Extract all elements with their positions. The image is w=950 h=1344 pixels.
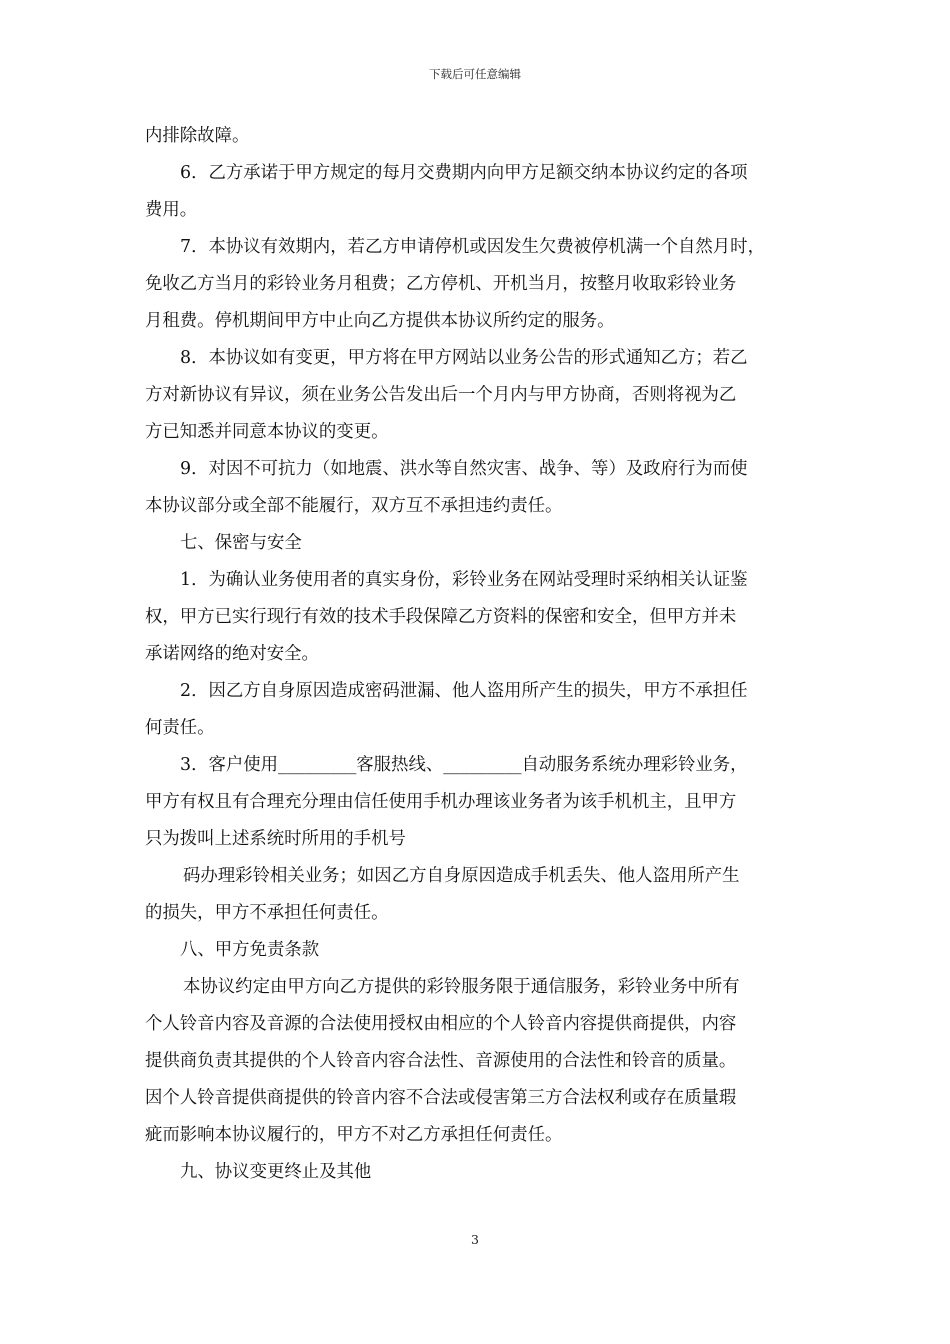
paragraph-security-2 [145,673,807,747]
text-line: 本协议约定由甲方向乙方提供的彩铃服务限于通信服务，彩铃业务中所有 [183,977,740,997]
text-line: 码办理彩铃相关业务；如因乙方自身原因造成手机丢失、他人盗用所产生 [183,866,740,886]
text-line: 提供商负责其提供的个人铃音内容合法性、音源使用的合法性和铃音的质量。 [145,1051,737,1071]
section-heading-confidentiality [145,525,807,562]
paragraph-item-5-end [145,118,807,155]
text-line: 疵而影响本协议履行的，甲方不对乙方承担任何责任。 [145,1125,563,1145]
text-line: 月租费。停机期间甲方中止向乙方提供本协议所约定的服务。 [145,311,615,331]
text-line: 何责任。 [145,718,215,738]
text-line: 9．对因不可抗力（如地震、洪水等自然灾害、战争、等）及政府行为而使 [180,459,748,479]
text-line: 承诺网络的绝对安全。 [145,644,319,664]
section-heading-changes [145,1154,807,1191]
section-heading: 九、协议变更终止及其他 [180,1162,372,1182]
paragraph-item-6 [145,155,807,229]
page-header: 下载后可任意编辑 [429,67,521,81]
text-line: 1．为确认业务使用者的真实身份，彩铃业务在网站受理时采纳相关认证鉴 [180,570,748,590]
paragraph-disclaimer [145,969,807,1154]
text-line: 本协议部分或全部不能履行，双方互不承担违约责任。 [145,496,563,516]
text-line: 免收乙方当月的彩铃业务月租费；乙方停机、开机当月，按整月收取彩铃业务 [145,274,737,294]
paragraph-item-9 [145,451,807,525]
paragraph-item-7 [145,229,807,340]
page-number: 3 [471,1232,479,1247]
text-line: 2．因乙方自身原因造成密码泄漏、他人盗用所产生的损失，甲方不承担任 [180,681,748,701]
section-heading-disclaimer [145,932,807,969]
text-line: 7．本协议有效期内，若乙方申请停机或因发生欠费被停机满一个自然月时， [180,237,765,257]
text-line: 的损失，甲方不承担任何责任。 [145,903,389,923]
paragraph-security-3-cont [145,858,807,932]
text-line: 6．乙方承诺于甲方规定的每月交费期内向甲方足额交纳本协议约定的各项 [180,163,748,183]
text-line: 费用。 [145,200,198,220]
text-line: 8．本协议如有变更，甲方将在甲方网站以业务公告的形式通知乙方；若乙 [180,348,748,368]
text-line: 方对新协议有异议，须在业务公告发出后一个月内与甲方协商，否则将视为乙 [145,385,737,405]
paragraph-item-8 [145,340,807,451]
text-line: 3．客户使用_________客服热线、_________自动服务系统办理彩铃业务， [180,755,748,775]
section-heading: 八、甲方免责条款 [180,940,320,960]
text-line: 只为拨叫上述系统时所用的手机号 [145,829,406,849]
section-heading: 七、保密与安全 [180,533,302,553]
text-line: 内排除故障。 [145,126,250,146]
paragraph-security-3 [145,747,807,858]
paragraph-security-1 [145,562,807,673]
text-line: 甲方有权且有合理充分理由信任使用手机办理该业务者为该手机机主，且甲方 [145,792,737,812]
text-line: 因个人铃音提供商提供的铃音内容不合法或侵害第三方合法权利或存在质量瑕 [145,1088,737,1108]
document-body [145,118,807,1191]
text-line: 权，甲方已实行现行有效的技术手段保障乙方资料的保密和安全，但甲方并未 [145,607,737,627]
text-line: 个人铃音内容及音源的合法使用授权由相应的个人铃音内容提供商提供，内容 [145,1014,737,1034]
text-line: 方已知悉并同意本协议的变更。 [145,422,389,442]
